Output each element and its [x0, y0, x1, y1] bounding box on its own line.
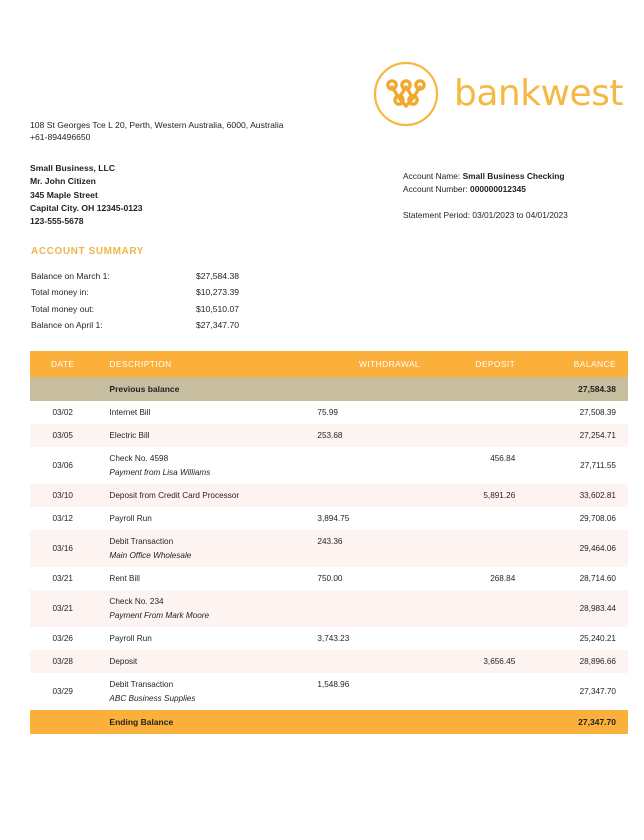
row-description-main: Check No. 4598 [109, 454, 169, 463]
summary-amount: $10,273.39 [196, 287, 240, 298]
bankwest-molecule-logo-icon [372, 60, 440, 128]
row-deposit: 456.84 [490, 454, 516, 463]
row-description [95, 590, 299, 627]
row-withdrawal [299, 447, 432, 484]
row-date: 03/06 [52, 461, 73, 470]
row-deposit [432, 507, 527, 530]
row-description [95, 567, 299, 590]
summary-row [31, 288, 239, 304]
row-description [95, 484, 299, 507]
column-header-date: DATE [30, 351, 95, 377]
summary-amount: $27,584.38 [196, 271, 240, 281]
ending-balance-deposit [432, 710, 527, 734]
row-date: 03/26 [52, 634, 73, 643]
table-row [30, 424, 628, 447]
row-balance: 27,508.39 [579, 408, 616, 417]
column-header-deposit: DEPOSIT [432, 351, 527, 377]
row-date: 03/21 [30, 590, 95, 627]
row-balance: 28,983.44 [527, 590, 628, 627]
summary-label: Total money in: [31, 287, 89, 298]
row-description-main: Payroll Run [109, 634, 152, 643]
row-balance: 28,896.66 [527, 650, 628, 673]
row-description-sub: ABC Business Supplies [109, 694, 196, 703]
row-deposit [432, 530, 527, 567]
row-withdrawal: 750.00 [317, 574, 343, 583]
row-description-main: Deposit [109, 657, 138, 666]
bank-address-line-1: 108 St Georges Tce L 20, Perth, Western Australia, 6000, Australia [30, 120, 284, 130]
row-description-main: Payroll Run [109, 514, 152, 523]
row-withdrawal [299, 650, 432, 673]
previous-balance-withdrawal [299, 377, 432, 401]
table-row [30, 567, 628, 590]
row-balance: 27,711.55 [580, 461, 616, 470]
account-number-value: 000000012345 [470, 184, 526, 195]
table-row [30, 627, 628, 650]
account-name-value: Small Business Checking [462, 171, 565, 181]
account-summary-body [31, 272, 239, 338]
column-header-balance: BALANCE [527, 351, 628, 377]
row-balance: 27,254.71 [527, 424, 628, 447]
row-deposit [432, 401, 527, 424]
row-withdrawal: 3,894.75 [317, 514, 350, 523]
row-deposit: 3,656.45 [432, 650, 527, 673]
summary-label: Balance on April 1: [31, 320, 103, 331]
row-description-main: Electric Bill [109, 431, 150, 440]
row-deposit: 268.84 [490, 574, 516, 583]
ending-balance-row [30, 710, 628, 734]
ending-balance-date [30, 710, 95, 734]
summary-amount: $27,347.70 [196, 320, 240, 331]
row-description-main: Debit Transaction [109, 680, 174, 689]
row-date: 03/12 [52, 514, 73, 523]
statement-period: Statement Period: 03/01/2023 to 04/01/2023 [403, 209, 568, 220]
bank-address [30, 119, 284, 144]
row-description [95, 447, 299, 484]
transactions-table [30, 351, 628, 734]
row-withdrawal: 243.36 [299, 530, 432, 567]
bank-address-line-2: +61-894496650 [30, 132, 91, 143]
row-balance: 29,464.06 [527, 530, 628, 567]
row-description [95, 507, 299, 530]
summary-label: Balance on March 1: [31, 271, 110, 281]
column-header-withdrawal: WITHDRAWAL [299, 351, 432, 377]
row-description-sub: Payment from Lisa Williams [109, 468, 211, 477]
previous-balance-date [30, 377, 95, 401]
row-deposit [432, 590, 527, 627]
account-name-row [403, 170, 568, 183]
ending-balance-label: Ending Balance [95, 710, 299, 734]
summary-amount: $10,510.07 [196, 303, 240, 314]
account-name-label: Account Name: [403, 171, 461, 181]
transactions-header [30, 351, 628, 377]
row-withdrawal [299, 484, 432, 507]
row-balance: 33,602.81 [527, 484, 628, 507]
brand-wordmark: bankwest [454, 73, 624, 114]
row-description [95, 401, 299, 424]
row-description [95, 530, 299, 567]
previous-balance-row [30, 377, 628, 401]
account-meta-block [403, 170, 568, 222]
row-deposit [432, 627, 527, 650]
table-row [30, 590, 628, 627]
table-row [30, 650, 628, 673]
ending-balance-amount: 27,347.70 [527, 710, 628, 734]
transactions-header-row [30, 351, 628, 377]
customer-address-block [30, 162, 143, 229]
row-description [95, 627, 299, 650]
row-balance: 27,347.70 [579, 687, 616, 696]
customer-phone: 123-555-5678 [30, 216, 84, 227]
previous-balance-amount: 27,584.38 [527, 377, 628, 401]
row-withdrawal: 253.68 [299, 424, 432, 447]
ending-balance-withdrawal [299, 710, 432, 734]
row-description [95, 424, 299, 447]
row-description-main: Internet Bill [109, 408, 151, 417]
row-withdrawal [299, 590, 432, 627]
row-date: 03/28 [30, 650, 95, 673]
row-description-main: Check No. 234 [109, 597, 164, 606]
row-balance: 29,708.06 [579, 514, 616, 523]
account-number-row [403, 183, 568, 196]
summary-row [31, 305, 239, 321]
column-header-description: DESCRIPTION [95, 351, 299, 377]
table-row [30, 673, 628, 710]
previous-balance-label: Previous balance [95, 377, 299, 401]
brand-logo-block [372, 60, 623, 128]
summary-label: Total money out: [31, 303, 95, 314]
row-description-main: Deposit from Credit Card Processor [109, 491, 240, 500]
summary-row [31, 321, 239, 337]
row-description-sub: Payment From Mark Moore [109, 611, 210, 620]
account-summary-title: ACCOUNT SUMMARY [31, 246, 145, 257]
row-date: 03/21 [52, 574, 73, 583]
table-row [30, 530, 628, 567]
row-withdrawal: 1,548.96 [317, 680, 350, 689]
row-description-sub: Main Office Wholesale [109, 551, 192, 560]
row-balance: 25,240.21 [579, 634, 616, 643]
table-row [30, 447, 628, 484]
customer-street: 345 Maple Street [30, 189, 98, 200]
account-number-label: Account Number: [403, 184, 468, 195]
summary-row [31, 272, 239, 288]
row-date: 03/29 [52, 687, 73, 696]
row-date: 03/16 [30, 530, 95, 567]
row-deposit [432, 424, 527, 447]
row-deposit [432, 673, 527, 710]
customer-name: Mr. John Citizen [30, 176, 96, 187]
row-description [95, 650, 299, 673]
table-row [30, 401, 628, 424]
previous-balance-deposit [432, 377, 527, 401]
row-withdrawal: 75.99 [317, 408, 338, 417]
row-date: 03/10 [30, 484, 95, 507]
account-summary-table [31, 272, 239, 338]
row-description [95, 673, 299, 710]
customer-city-state-zip: Capital City. OH 12345-0123 [30, 202, 143, 213]
row-deposit: 5,891.26 [432, 484, 527, 507]
row-date: 03/05 [30, 424, 95, 447]
table-row [30, 484, 628, 507]
row-date: 03/02 [52, 408, 73, 417]
customer-company: Small Business, LLC [30, 163, 116, 173]
row-description-main: Rent Bill [109, 574, 140, 583]
row-description-main: Debit Transaction [109, 537, 174, 546]
row-balance: 28,714.60 [579, 574, 616, 583]
transactions-body [30, 377, 628, 734]
table-row [30, 507, 628, 530]
row-withdrawal: 3,743.23 [317, 634, 350, 643]
